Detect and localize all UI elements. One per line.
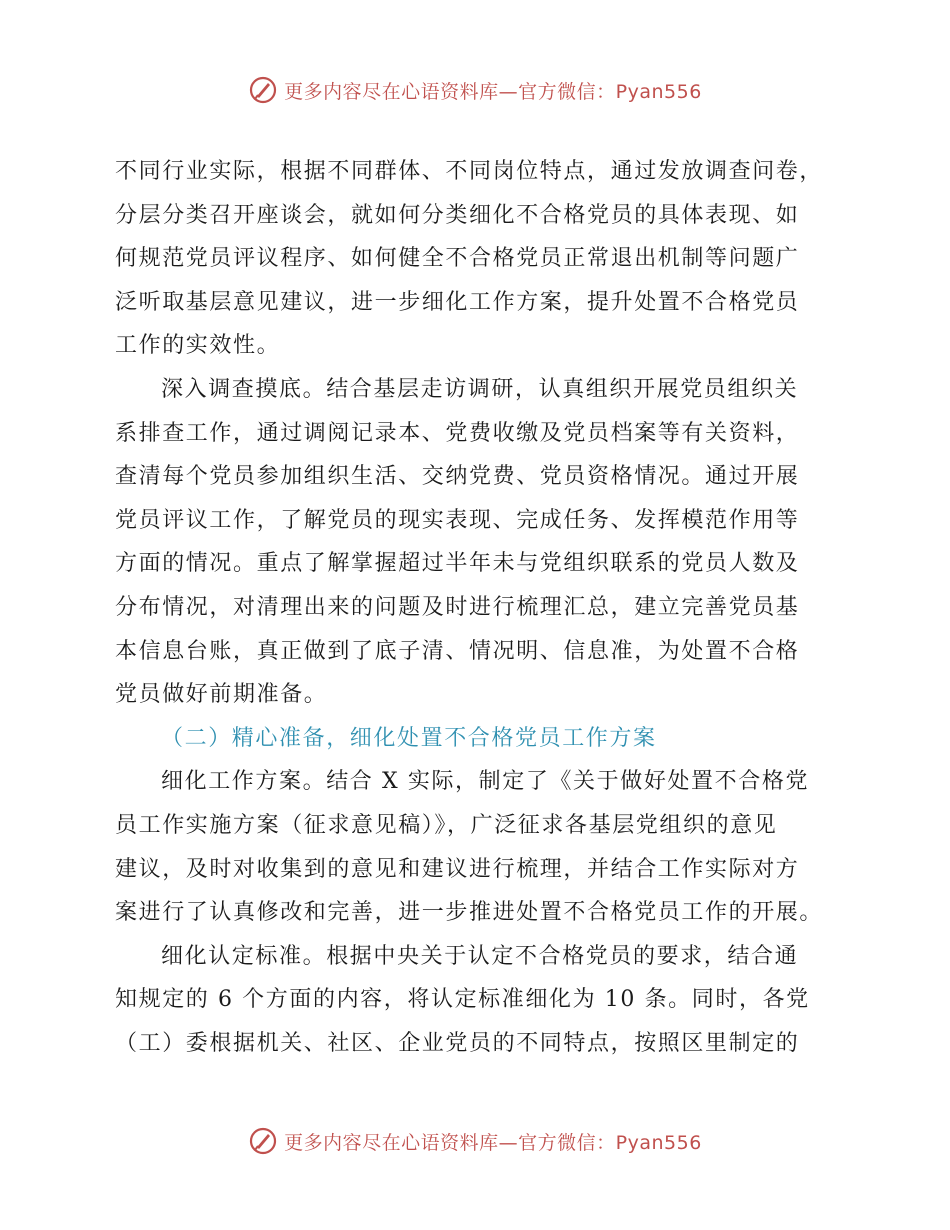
text-line: （工）委根据机关、社区、企业党员的不同特点，按照区里制定的 [115,1030,800,1056]
quill-logo-icon [248,75,278,105]
text-line: 分布情况，对清理出来的问题及时进行梳理汇总，建立完善党员基 [115,594,800,620]
text-line: 深入调查摸底。结合基层走访调研，认真组织开展党员组织关 [161,376,799,402]
text-line: 知规定的 6 个方面的内容，将认定标准细化为 10 条。同时，各党 [115,987,810,1013]
document-body [115,150,855,1065]
text-line: 查清每个党员参加组织生活、交纳党费、党员资格情况。通过开展 [115,464,800,490]
paragraph-continued [115,150,855,368]
text-line: 方面的情况。重点了解掌握超过半年未与党组织联系的党员人数及 [115,551,800,577]
paragraph-standards [115,935,855,1066]
text-line: 泛听取基层意见建议，进一步细化工作方案，提升处置不合格党员 [115,289,800,315]
text-line: 细化认定标准。根据中央关于认定不合格党员的要求，结合通 [161,943,799,969]
banner-text: 更多内容尽在心语资料库—官方微信：Pyan556 [284,1131,702,1154]
text-line: 分层分类召开座谈会，就如何分类细化不合格党员的具体表现、如 [115,202,800,228]
text-line: 建议，及时对收集到的意见和建议进行梳理，并结合工作实际对方 [115,856,800,882]
text-line: 员工作实施方案（征求意见稿）》，广泛征求各基层党组织的意见 [115,812,778,838]
text-line: 本信息台账，真正做到了底子清、情况明、信息准，为处置不合格 [115,638,800,664]
text-line: 不同行业实际，根据不同群体、不同岗位特点，通过发放调查问卷， [115,159,824,184]
footer-banner [0,1121,950,1161]
paragraph-work-plan [115,760,855,934]
header-banner [0,70,950,110]
text-line: 党员评议工作，了解党员的现实表现、完成任务、发挥模范作用等 [115,507,800,533]
paragraph-investigation [115,368,855,717]
quill-logo-icon [248,1126,278,1156]
text-line: 何规范党员评议程序、如何健全不合格党员正常退出机制等问题广 [115,246,800,272]
section-heading: （二）精心准备，细化处置不合格党员工作方案 [161,725,657,751]
banner-text: 更多内容尽在心语资料库—官方微信：Pyan556 [284,80,702,103]
text-line: 系排查工作，通过调阅记录本、党费收缴及党员档案等有关资料， [115,420,800,446]
text-line: 案进行了认真修改和完善，进一步推进处置不合格党员工作的开展。 [115,900,824,926]
text-line: 细化工作方案。结合 X 实际，制定了《关于做好处置不合格党 [161,769,810,795]
text-line: 党员做好前期准备。 [115,682,328,708]
text-line: 工作的实效性。 [115,333,281,359]
